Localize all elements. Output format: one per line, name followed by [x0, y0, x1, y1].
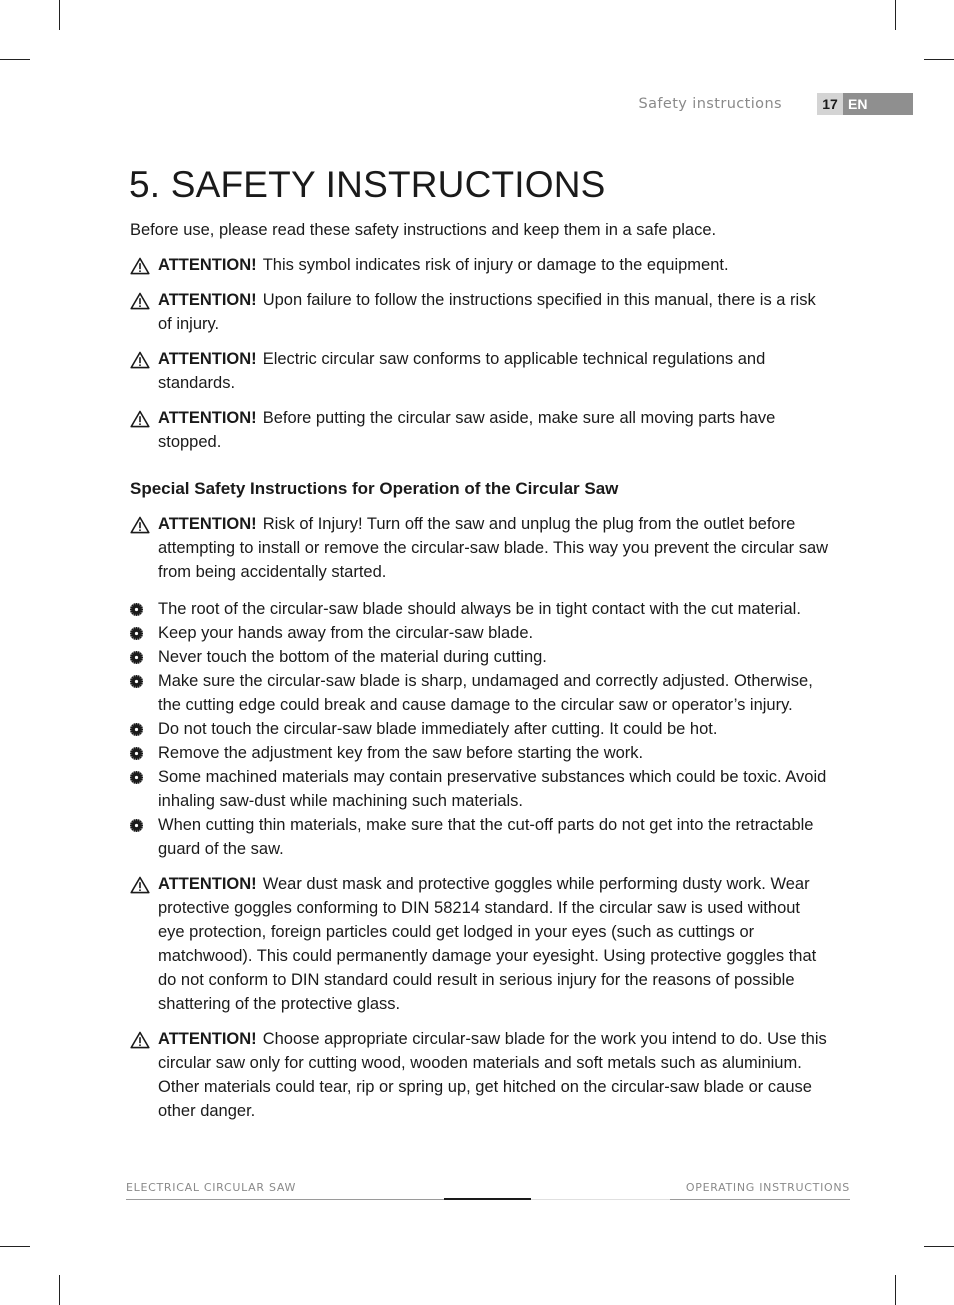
warning-item	[130, 512, 830, 584]
gear-bullet-icon	[130, 747, 143, 760]
bullet-text: Make sure the circular-saw blade is sharp, undamaged and correctly adjusted. Otherwise, the cutting edge could break and cause damage to the circular saw or operator’s injury.	[158, 672, 813, 714]
page-language: EN	[843, 93, 913, 115]
attention-label: ATTENTION!	[158, 409, 257, 427]
warning-text: Choose appropriate circular-saw blade for the work you intend to do. Use this circular saw only for cutting wood, wooden materials and soft metals such as aluminium. Other materials could tear, rip or spring up, get hitched on the circular-saw blade or cause other danger.	[158, 1030, 827, 1120]
warning-text: Before putting the circular saw aside, make sure all moving parts have stopped.	[158, 409, 776, 451]
footer-right: OPERATING INSTRUCTIONS	[685, 1181, 850, 1194]
gear-bullet-icon	[130, 819, 143, 832]
attention-label: ATTENTION!	[158, 1030, 257, 1048]
gear-bullet-icon	[130, 603, 143, 616]
list-item	[130, 717, 830, 741]
list-item	[130, 813, 830, 861]
attention-label: ATTENTION!	[158, 256, 257, 274]
list-item	[130, 645, 830, 669]
crop-mark	[895, 1275, 896, 1305]
warning-text: Wear dust mask and protective goggles while performing dusty work. Wear protective goggles conforming to DIN 58214 standard. If the circular saw is used without eye protection, foreign particles could get lodged in your eyes (such as cuttings or matchwood). This could permanently damage your eyesight. Using protective goggles that do not conform to DIN standard could result in serious injury for the reasons of possible shattering of the protective glass.	[158, 875, 817, 1013]
list-item	[130, 597, 830, 621]
intro-paragraph: Before use, please read these safety instructions and keep them in a safe place.	[130, 221, 717, 239]
warning-item	[130, 347, 830, 395]
list-item	[130, 669, 830, 717]
footer-rule	[444, 1198, 531, 1200]
bullet-text: When cutting thin materials, make sure that the cut-off parts do not get into the retractable guard of the saw.	[158, 816, 814, 858]
warning-triangle-icon	[130, 351, 150, 369]
footer-rule	[126, 1199, 444, 1200]
warning-item	[130, 1027, 830, 1123]
crop-mark	[0, 1246, 30, 1247]
warning-text: This symbol indicates risk of injury or damage to the equipment.	[262, 256, 729, 274]
footer-left: ELECTRICAL CIRCULAR SAW	[126, 1181, 297, 1194]
attention-label: ATTENTION!	[158, 515, 257, 533]
bullet-text: Keep your hands away from the circular-saw blade.	[158, 624, 534, 642]
warning-text: Electric circular saw conforms to applicable technical regulations and standards.	[158, 350, 766, 392]
crop-mark	[0, 59, 30, 60]
list-item	[130, 621, 830, 645]
gear-bullet-icon	[130, 771, 143, 784]
list-item	[130, 765, 830, 813]
warning-triangle-icon	[130, 410, 150, 428]
warning-triangle-icon	[130, 292, 150, 310]
special-heading: Special Safety Instructions for Operation of the Circular Saw	[130, 479, 619, 498]
crop-mark	[895, 0, 896, 30]
bullet-text: The root of the circular-saw blade should always be in tight contact with the cut material.	[158, 600, 801, 618]
header-section-label: Safety instructions	[638, 96, 782, 112]
crop-mark	[924, 1246, 954, 1247]
gear-bullet-icon	[130, 723, 143, 736]
warnings-bottom	[130, 872, 830, 1123]
bullet-text: Do not touch the circular-saw blade immediately after cutting. It could be hot.	[158, 720, 718, 738]
warning-item	[130, 288, 830, 336]
footer-rule	[531, 1199, 670, 1200]
bullet-text: Remove the adjustment key from the saw before starting the work.	[158, 744, 644, 762]
bullet-list	[130, 597, 830, 861]
gear-bullet-icon	[130, 627, 143, 640]
warnings-top	[130, 253, 830, 454]
bullet-text: Some machined materials may contain preservative substances which could be toxic. Avoid inhaling saw-dust while machining such materials.	[158, 768, 827, 810]
warning-text: Risk of Injury! Turn off the saw and unplug the plug from the outlet before attempting to install or remove the circular-saw blade. This way you prevent the circular saw from being accidentally started.	[158, 515, 829, 581]
crop-mark	[59, 0, 60, 30]
warning-text: Upon failure to follow the instructions specified in this manual, there is a risk of injury.	[158, 291, 816, 333]
attention-label: ATTENTION!	[158, 350, 257, 368]
crop-mark	[59, 1275, 60, 1305]
list-item	[130, 741, 830, 765]
gear-bullet-icon	[130, 651, 143, 664]
crop-mark	[924, 59, 954, 60]
warning-triangle-icon	[130, 876, 150, 894]
warning-item	[130, 253, 830, 277]
warning-item	[130, 872, 830, 1016]
warning-triangle-icon	[130, 516, 150, 534]
main-content	[130, 218, 830, 1134]
page-number: 17	[817, 93, 843, 115]
warning-triangle-icon	[130, 1031, 150, 1049]
attention-label: ATTENTION!	[158, 875, 257, 893]
warning-item	[130, 406, 830, 454]
gear-bullet-icon	[130, 675, 143, 688]
page-title: 5. SAFETY INSTRUCTIONS	[129, 164, 606, 205]
footer-rule	[670, 1199, 850, 1200]
warning-triangle-icon	[130, 257, 150, 275]
page-tab	[817, 93, 913, 115]
attention-label: ATTENTION!	[158, 291, 257, 309]
bullet-text: Never touch the bottom of the material during cutting.	[158, 648, 547, 666]
